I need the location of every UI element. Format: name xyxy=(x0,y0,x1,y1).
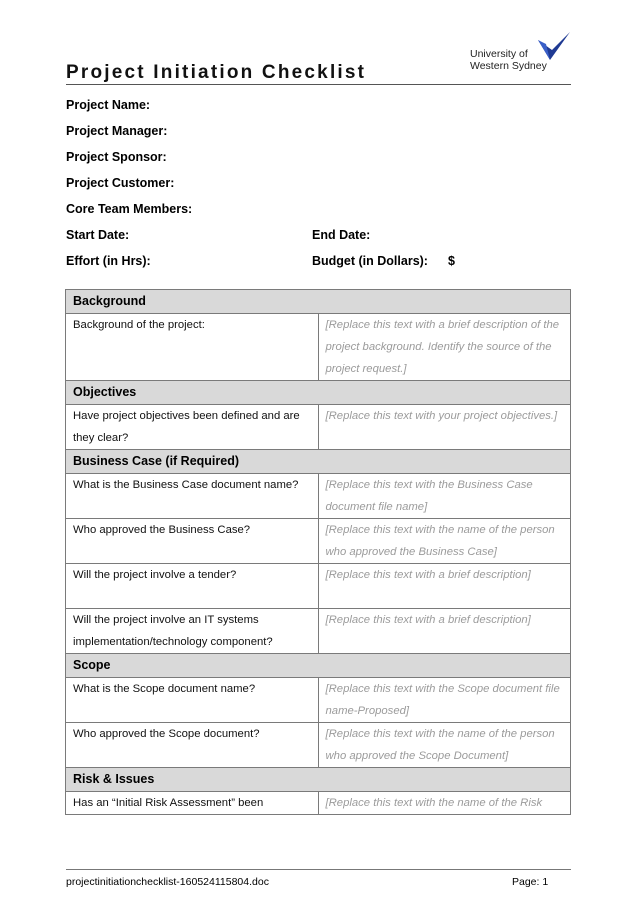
budget-symbol: $ xyxy=(448,254,455,268)
section-heading-scope: Scope xyxy=(66,654,571,678)
section-heading-objectives: Objectives xyxy=(66,381,571,405)
question-cell: What is the Scope document name? xyxy=(66,678,319,723)
table-row xyxy=(66,519,571,564)
section-row xyxy=(66,381,571,405)
question-cell: Will the project involve a tender? xyxy=(66,564,319,609)
answer-cell: [Replace this text with a brief description of the project background. Identify the source of the project request.] xyxy=(318,314,571,381)
effort-label: Effort (in Hrs): xyxy=(66,254,151,268)
core-team-label: Core Team Members: xyxy=(66,202,193,216)
university-logo xyxy=(470,30,580,78)
answer-cell: [Replace this text with the Scope document file name-Proposed] xyxy=(318,678,571,723)
question-cell: Have project objectives been defined and are they clear? xyxy=(66,405,319,450)
footer-filename: projectinitiationchecklist-160524115804.doc xyxy=(66,876,269,888)
table-row xyxy=(66,723,571,768)
answer-cell: [Replace this text with the name of the person who approved the Scope Document] xyxy=(318,723,571,768)
section-heading-background: Background xyxy=(66,290,571,314)
question-cell: Background of the project: xyxy=(66,314,319,381)
section-row xyxy=(66,768,571,792)
project-name-label: Project Name: xyxy=(66,98,151,112)
start-date-label: Start Date: xyxy=(66,228,130,242)
answer-cell: [Replace this text with the Business Case document file name] xyxy=(318,474,571,519)
answer-cell: [Replace this text with the name of the Risk xyxy=(318,792,571,815)
section-row xyxy=(66,290,571,314)
footer-page-number: Page: 1 xyxy=(512,876,549,888)
project-sponsor-label: Project Sponsor: xyxy=(66,150,167,164)
table-row xyxy=(66,314,571,381)
project-customer-label: Project Customer: xyxy=(66,176,175,190)
logo-line-2: Western Sydney xyxy=(470,60,547,72)
question-cell: Has an “Initial Risk Assessment” been xyxy=(66,792,319,815)
section-heading-risk: Risk & Issues xyxy=(66,768,571,792)
section-row xyxy=(66,450,571,474)
question-cell: Who approved the Scope document? xyxy=(66,723,319,768)
table-row xyxy=(66,678,571,723)
answer-cell: [Replace this text with your project objectives.] xyxy=(318,405,571,450)
budget-label: Budget (in Dollars): xyxy=(312,254,428,268)
table-row xyxy=(66,609,571,654)
table-row xyxy=(66,405,571,450)
table-row xyxy=(66,474,571,519)
end-date-label: End Date: xyxy=(312,228,371,242)
section-row xyxy=(66,654,571,678)
answer-cell: [Replace this text with the name of the person who approved the Business Case] xyxy=(318,519,571,564)
checklist-table xyxy=(65,289,571,815)
question-cell: Will the project involve an IT systems implementation/technology component? xyxy=(66,609,319,654)
table-row xyxy=(66,792,571,815)
title-divider xyxy=(66,84,571,85)
question-cell: What is the Business Case document name? xyxy=(66,474,319,519)
logo-line-1: University of xyxy=(470,48,528,60)
project-manager-label: Project Manager: xyxy=(66,124,168,138)
footer-divider xyxy=(66,869,571,870)
question-cell: Who approved the Business Case? xyxy=(66,519,319,564)
answer-cell: [Replace this text with a brief description] xyxy=(318,564,571,609)
logo-text xyxy=(470,48,547,72)
answer-cell: [Replace this text with a brief description] xyxy=(318,609,571,654)
table-row xyxy=(66,564,571,609)
document-title: Project Initiation Checklist xyxy=(66,62,367,83)
section-heading-business-case: Business Case (if Required) xyxy=(66,450,571,474)
